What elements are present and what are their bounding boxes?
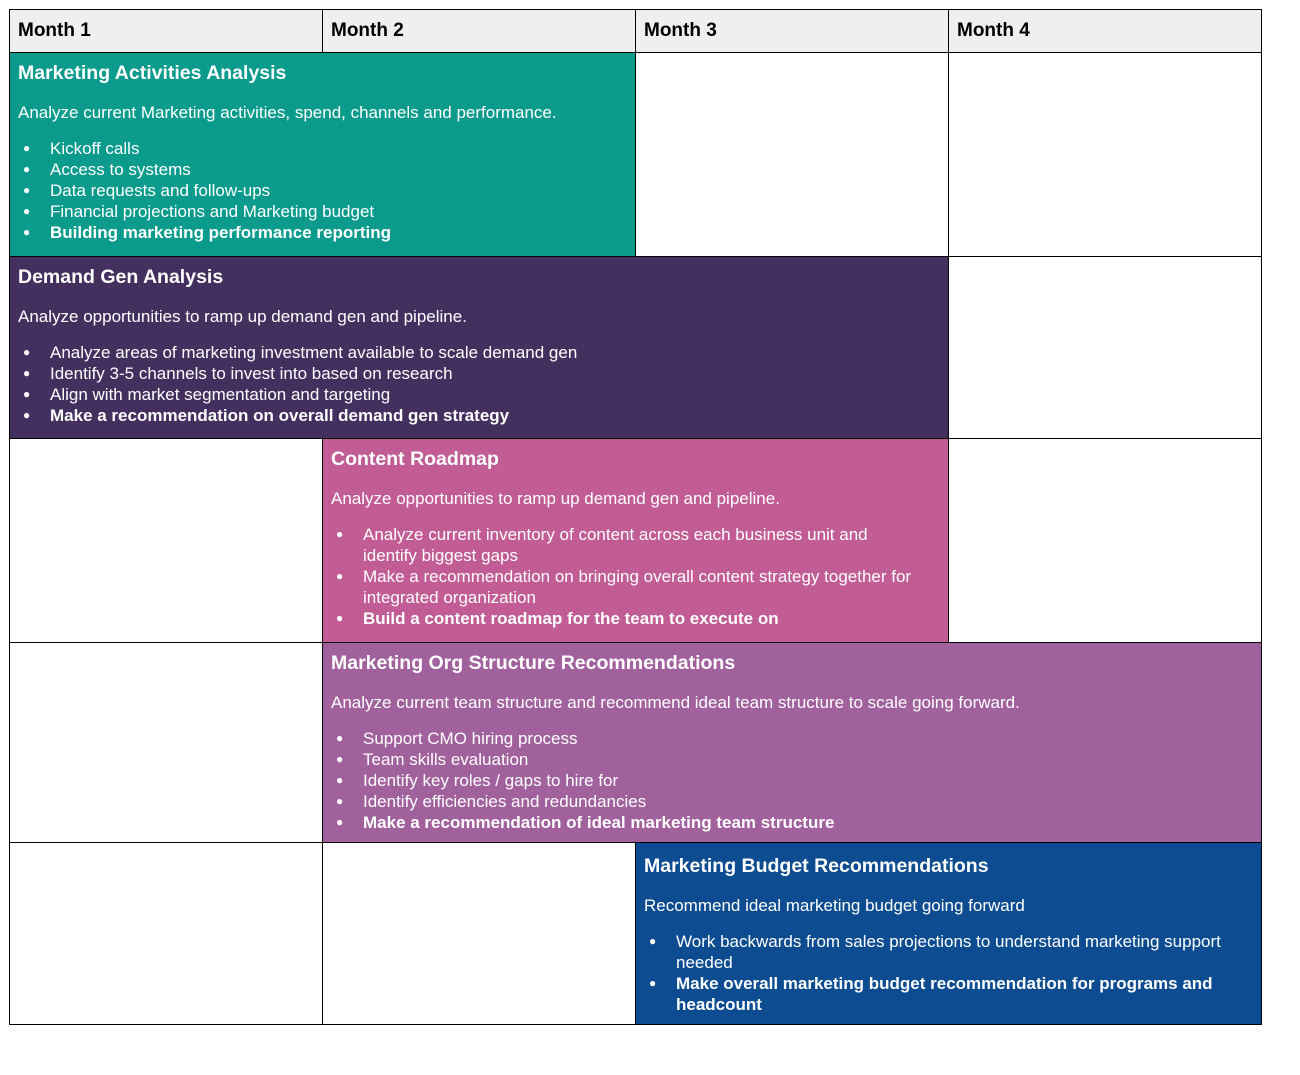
list-item: ● Team skills evaluation [363,749,1253,770]
list-item: ● Make overall marketing budget recommendation for programs and headcount [676,973,1253,1015]
list-item: ● Build a content roadmap for the team to execute on [363,608,920,629]
list-item: ● Identify key roles / gaps to hire for [363,770,1253,791]
block-content-roadmap [322,438,949,643]
list-item: ● Data requests and follow-ups [50,180,627,201]
list-item: ● Make a recommendation on overall demand gen strategy [50,405,940,426]
block-description: Analyze current team structure and recommend ideal team structure to scale going forward. [331,693,1020,712]
empty-cell [9,438,323,643]
block-title: Marketing Activities Analysis [18,62,287,84]
bullet-list [644,931,1253,1015]
empty-cell [9,642,323,843]
bullet-list [18,138,627,243]
list-item: ● Kickoff calls [50,138,627,159]
block-marketing-activities [9,52,636,257]
bullet-list [331,524,940,629]
empty-cell [948,256,1262,439]
list-item: ● Analyze current inventory of content across each business unit and identify biggest gaps [363,524,920,566]
block-description: Analyze current Marketing activities, spend, channels and performance. [18,103,557,122]
block-demand-gen [9,256,949,439]
block-org-structure [322,642,1262,843]
block-title: Marketing Org Structure Recommendations [331,652,736,674]
header-month-2: Month 2 [322,9,636,53]
list-item: ● Financial projections and Marketing budget [50,201,627,222]
header-month-3: Month 3 [635,9,949,53]
block-title: Marketing Budget Recommendations [644,855,989,877]
empty-cell [635,52,949,257]
bullet-list [331,728,1253,833]
list-item: ● Identify 3-5 channels to invest into based on research [50,363,940,384]
list-item: ● Make a recommendation on bringing overall content strategy together for integrated organization [363,566,920,608]
header-month-4: Month 4 [948,9,1262,53]
empty-cell [9,842,323,1025]
list-item: ● Work backwards from sales projections to understand marketing support needed [676,931,1253,973]
list-item: ● Make a recommendation of ideal marketing team structure [363,812,1253,833]
header-month-1: Month 1 [9,9,323,53]
block-title: Demand Gen Analysis [18,266,224,288]
list-item: ● Align with market segmentation and targeting [50,384,940,405]
list-item: ● Access to systems [50,159,627,180]
list-item: ● Building marketing performance reporting [50,222,627,243]
list-item: ● Identify efficiencies and redundancies [363,791,1253,812]
block-title: Content Roadmap [331,448,499,470]
empty-cell [948,438,1262,643]
list-item: ● Support CMO hiring process [363,728,1253,749]
block-budget [635,842,1262,1025]
list-item: ● Analyze areas of marketing investment available to scale demand gen [50,342,940,363]
bullet-list [18,342,940,426]
block-description: Analyze opportunities to ramp up demand gen and pipeline. [18,307,467,326]
block-description: Recommend ideal marketing budget going forward [644,896,1025,915]
empty-cell [322,842,636,1025]
empty-cell [948,52,1262,257]
block-description: Analyze opportunities to ramp up demand gen and pipeline. [331,489,780,508]
